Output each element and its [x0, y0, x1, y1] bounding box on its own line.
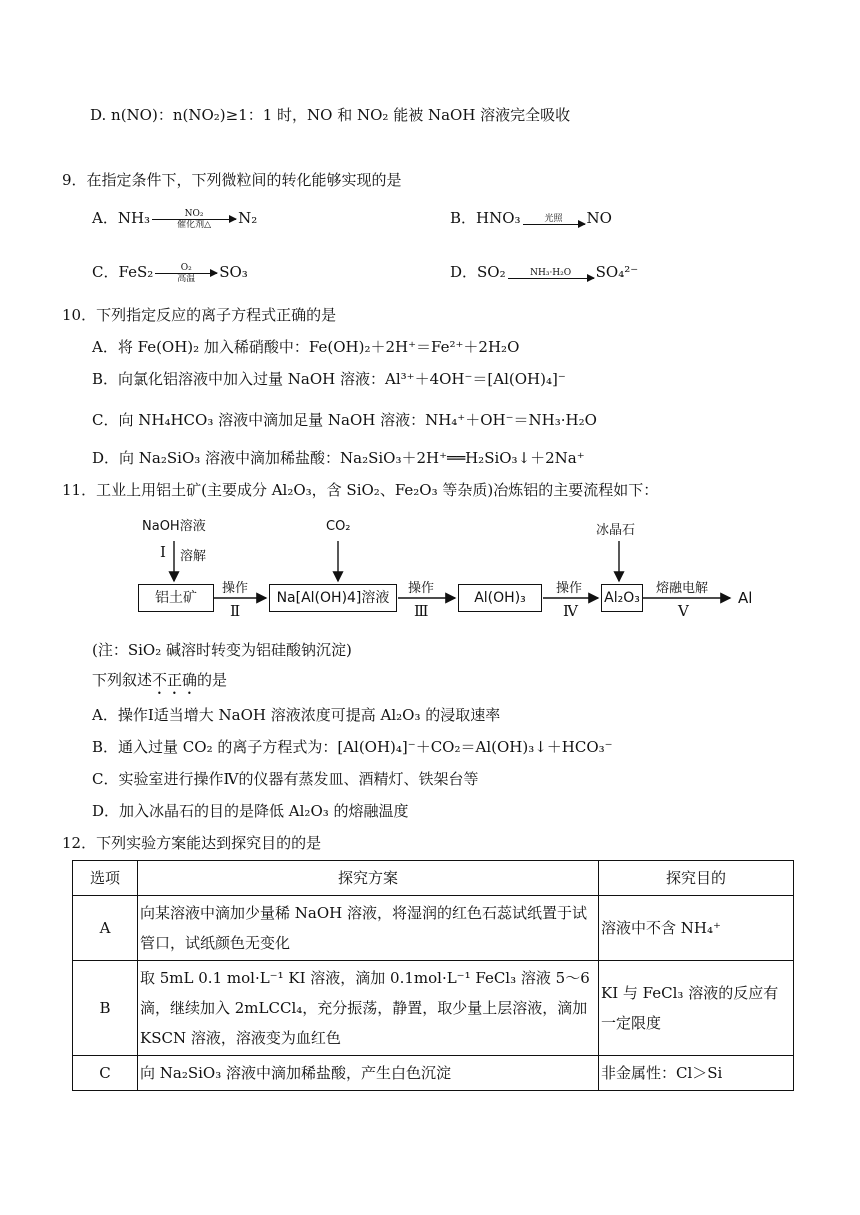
q9-a-reactant: A．NH₃	[92, 209, 151, 227]
q10-stem: 10．下列指定反应的离子方程式正确的是	[62, 306, 337, 324]
table-row	[73, 961, 794, 1056]
q11-option-d: D．加入冰晶石的目的是降低 Al₂O₃ 的熔融温度	[92, 802, 409, 820]
step-dissolve: 溶解	[180, 549, 207, 564]
box-sodium-aluminate: Na[Al(OH)4]溶液	[269, 584, 397, 612]
reaction-arrow	[155, 263, 217, 284]
q9-option-b	[450, 208, 612, 228]
step-roman-4: Ⅳ	[563, 602, 578, 620]
cell-goal: KI 与 FeCl₃ 溶液的反应有一定限度	[599, 961, 794, 1056]
header-option: 选项	[73, 861, 138, 896]
cell-option: B	[73, 961, 138, 1056]
process-flow-diagram	[130, 515, 770, 625]
arrow-top-label: NH₃·H₂O	[530, 267, 572, 278]
box-aluminum-hydroxide: Al(OH)₃	[458, 584, 542, 612]
step-roman-3: Ⅲ	[414, 602, 429, 620]
q11-option-b: B．通入过量 CO₂ 的离子方程式为：[Al(OH)₄]⁻＋CO₂＝Al(OH)₃↓＋HCO₃⁻	[92, 738, 613, 756]
op-label-4: 操作	[556, 581, 583, 596]
table-row	[73, 1056, 794, 1091]
step-roman-1: Ⅰ	[160, 543, 166, 561]
q9-d-reactant: D．SO₂	[450, 263, 506, 281]
q10-option-b: B．向氯化铝溶液中加入过量 NaOH 溶液：Al³⁺＋4OH⁻＝[Al(OH)₄]⁻	[92, 370, 566, 388]
q10-option-c: C．向 NH₄HCO₃ 溶液中滴加足量 NaOH 溶液：NH₄⁺＋OH⁻＝NH₃·H₂O	[92, 411, 597, 429]
ask-emphasis: 不正确	[152, 671, 198, 689]
q9-d-product: SO₄²⁻	[595, 263, 639, 281]
table-header-row	[73, 861, 794, 896]
arrow-bottom-label: 高温	[177, 273, 196, 284]
cell-option: C	[73, 1056, 138, 1091]
q11-note: (注：SiO₂ 碱溶时转变为铝硅酸钠沉淀)	[92, 641, 352, 659]
reaction-arrow	[523, 214, 585, 225]
step-roman-5: Ⅴ	[678, 602, 689, 620]
header-goal: 探究目的	[599, 861, 794, 896]
flow-arrows	[130, 515, 770, 625]
arrow-top-label: 光照	[544, 213, 563, 224]
ask-suffix: 的是	[197, 671, 228, 689]
q11-ask	[92, 670, 227, 698]
op-label-3: 操作	[408, 581, 435, 596]
cell-option: A	[73, 896, 138, 961]
q9-b-reactant: B．HNO₃	[450, 209, 521, 227]
q11-option-c: C．实验室进行操作Ⅳ的仪器有蒸发皿、酒精灯、铁架台等	[92, 770, 479, 788]
step-roman-2: Ⅱ	[230, 602, 241, 620]
q11-stem: 11．工业上用铝土矿(主要成分 Al₂O₃，含 SiO₂、Fe₂O₃ 等杂质)冶炼铝的主要流程如下：	[62, 481, 659, 499]
op-electrolysis: 熔融电解	[656, 581, 709, 596]
arrow-top-label: NO₂	[184, 208, 204, 219]
reagent-co2: CO₂	[326, 519, 351, 534]
q9-option-a	[92, 208, 257, 230]
table-row	[73, 896, 794, 961]
q12-stem: 12．下列实验方案能达到探究目的的是	[62, 834, 322, 852]
q9-c-reactant: C．FeS₂	[92, 263, 154, 281]
box-bauxite: 铝土矿	[138, 584, 214, 612]
arrow-top-label: O₂	[180, 262, 192, 273]
cell-goal: 溶液中不含 NH₄⁺	[599, 896, 794, 961]
header-plan: 探究方案	[138, 861, 599, 896]
ask-prefix: 下列叙述	[92, 671, 153, 689]
q11-option-a: A．操作Ⅰ适当增大 NaOH 溶液浓度可提高 Al₂O₃ 的浸取速率	[92, 706, 501, 724]
q10-option-a: A．将 Fe(OH)₂ 加入稀硝酸中：Fe(OH)₂＋2H⁺＝Fe²⁺＋2H₂O	[92, 338, 520, 356]
q9-option-d	[450, 262, 638, 282]
q9-option-c	[92, 262, 248, 284]
q9-b-product: NO	[586, 209, 612, 227]
op-label-2: 操作	[222, 581, 249, 596]
reagent-cryolite: 冰晶石	[596, 523, 636, 538]
reaction-arrow	[508, 268, 594, 279]
cell-plan: 取 5mL 0.1 mol·L⁻¹ KI 溶液，滴加 0.1mol·L⁻¹ FeCl₃ 溶液 5～6 滴，继续加入 2mLCCl₄，充分振荡，静置，取少量上层溶液，滴加 KSCN 溶液，溶液变为血红色	[138, 961, 599, 1056]
reaction-arrow	[152, 209, 236, 230]
q9-a-product: N₂	[238, 209, 258, 227]
q9-c-product: SO₃	[219, 263, 248, 281]
cell-plan: 向 Na₂SiO₃ 溶液中滴加稀盐酸，产生白色沉淀	[138, 1056, 599, 1091]
q8-option-d: D. n(NO)：n(NO₂)≥1：1 时，NO 和 NO₂ 能被 NaOH 溶液完全吸收	[90, 106, 571, 124]
product-al: Al	[738, 589, 753, 607]
cell-plan: 向某溶液中滴加少量稀 NaOH 溶液，将湿润的红色石蕊试纸置于试管口，试纸颜色无变化	[138, 896, 599, 961]
arrow-bottom-label: 催化剂△	[177, 219, 212, 230]
q10-option-d: D．向 Na₂SiO₃ 溶液中滴加稀盐酸：Na₂SiO₃＋2H⁺══H₂SiO₃↓＋2Na⁺	[92, 449, 585, 467]
reagent-naoh: NaOH溶液	[142, 519, 206, 534]
cell-goal: 非金属性：Cl＞Si	[599, 1056, 794, 1091]
box-alumina: Al₂O₃	[601, 584, 643, 612]
q9-stem: 9．在指定条件下，下列微粒间的转化能够实现的是	[62, 171, 402, 189]
q12-table	[72, 860, 794, 1091]
